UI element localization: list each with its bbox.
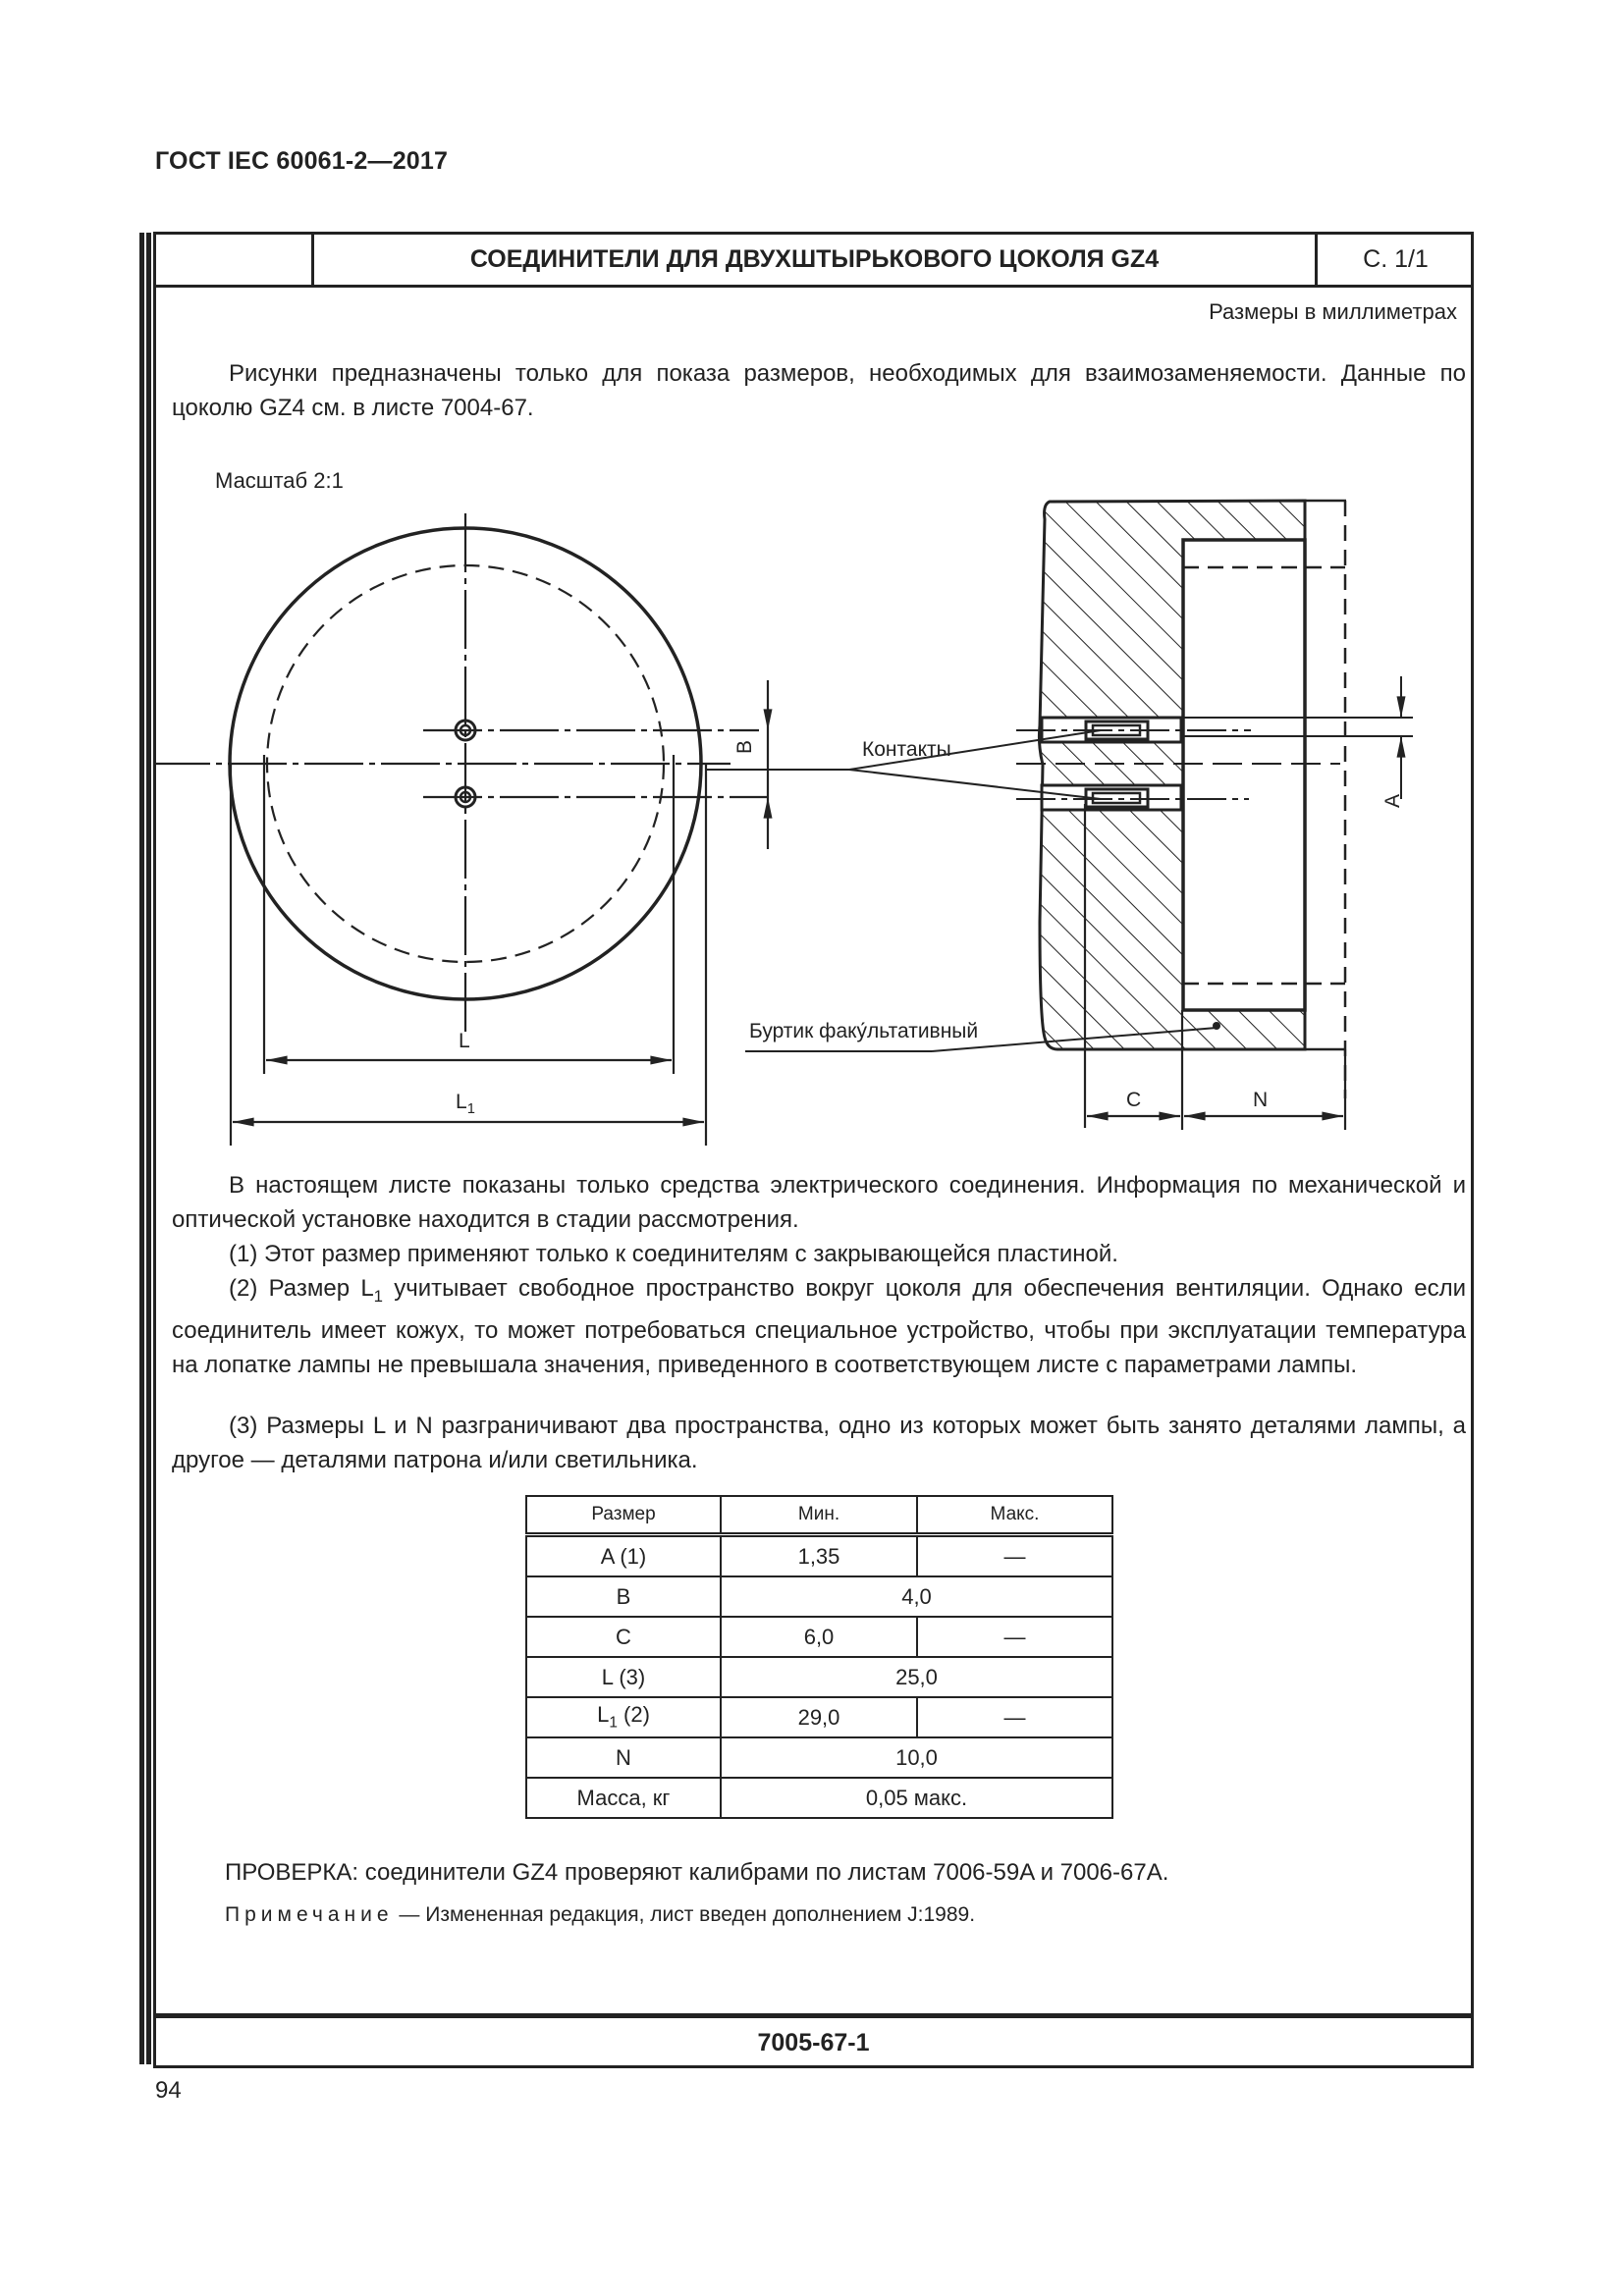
page-number: 94 (155, 2077, 182, 2104)
column-header-size: Размер (526, 1496, 721, 1535)
row-max: — (917, 1617, 1112, 1657)
units-note: Размеры в миллиметрах (1209, 299, 1457, 324)
note-text: Примечание — Измененная редакция, лист введен дополнением J:1989. (225, 1903, 976, 1926)
dimension-label-c: C (1126, 1089, 1142, 1111)
row-max: — (917, 1535, 1112, 1577)
dimension-label-b: B (733, 739, 756, 754)
sheet-title: СОЕДИНИТЕЛИ ДЛЯ ДВУХШТЫРЬКОВОГО ЦОКОЛЯ GZ4 (469, 245, 1160, 273)
dimension-label-l: L (459, 1030, 470, 1052)
row-value: 4,0 (721, 1576, 1112, 1617)
row-dimension: $L_1$ (2) (526, 1697, 721, 1737)
row-value: 0,05 макс. (721, 1778, 1112, 1818)
dimension-label-l1: $L_1$ (456, 1091, 475, 1118)
table-header-row (526, 1496, 1112, 1535)
sheet-page-indicator: С. 1/1 (1315, 235, 1474, 285)
frame-margin-bar (146, 233, 151, 2064)
row-max: — (917, 1697, 1112, 1737)
notes-paragraph: В настоящем листе показаны только средства электрического соединения. Информация по механической и оптической установке находится в стадии рассмотрения. (172, 1172, 1466, 1233)
table-row (526, 1778, 1112, 1818)
row-min: 1,35 (721, 1535, 917, 1577)
note-3: (3) Размеры L и N разграничивают два пространства, одно из которых может быть занято деталями лампы, а другое — деталями патрона и/или светильника. (172, 1413, 1466, 1473)
table-row (526, 1535, 1112, 1577)
contacts-label: Контакты (862, 738, 951, 761)
dimension-label-a: A (1381, 793, 1404, 808)
sheet-frame (153, 232, 1474, 2068)
column-header-max: Макс. (917, 1496, 1112, 1535)
frame-margin-bar (139, 233, 144, 2064)
row-value: 10,0 (721, 1737, 1112, 1778)
column-header-min: Мин. (721, 1496, 917, 1535)
row-min: 29,0 (721, 1697, 917, 1737)
row-dimension: B (526, 1576, 721, 1617)
row-dimension: C (526, 1617, 721, 1657)
note-1: (1) Этот размер применяют только к соединителям с закрывающейся пластиной. (229, 1241, 1118, 1267)
table-row (526, 1657, 1112, 1697)
row-value: 25,0 (721, 1657, 1112, 1697)
table-row (526, 1737, 1112, 1778)
dimensions-table (525, 1495, 1113, 1819)
row-dimension: Масса, кг (526, 1778, 721, 1818)
dimension-label-n: N (1253, 1089, 1269, 1111)
row-min: 6,0 (721, 1617, 917, 1657)
note-2: (2) Размер $L_1$ учитывает свободное пространство вокруг цоколя для обеспечения вентиляции. Однако если соединитель имеет кожух, то может потребоваться специальное устройство, чтобы при эксплуатации температура на лопатке лампы не превышала значения, приведенного в соответствующем листе с параметрами лампы. (172, 1275, 1466, 1378)
table-row (526, 1617, 1112, 1657)
sheet-number: 7005-67-1 (156, 2013, 1471, 2067)
verification-text: ПРОВЕРКА: соединители GZ4 проверяют калибрами по листам 7006-59A и 7006-67A. (225, 1859, 1169, 1886)
document-standard-header: ГОСТ IEC 60061-2—2017 (155, 147, 449, 175)
row-dimension: A (1) (526, 1535, 721, 1577)
table-row (526, 1697, 1112, 1737)
row-dimension: L (3) (526, 1657, 721, 1697)
intro-paragraph: Рисунки предназначены только для показа размеров, необходимых для взаимозаменяемости. Данные по цоколю GZ4 см. в листе 7004-67. (172, 360, 1466, 421)
collar-label: Буртик факу́льтативный (749, 1020, 979, 1042)
row-dimension: N (526, 1737, 721, 1778)
table-row (526, 1576, 1112, 1617)
scale-label: Масштаб 2:1 (215, 468, 344, 493)
